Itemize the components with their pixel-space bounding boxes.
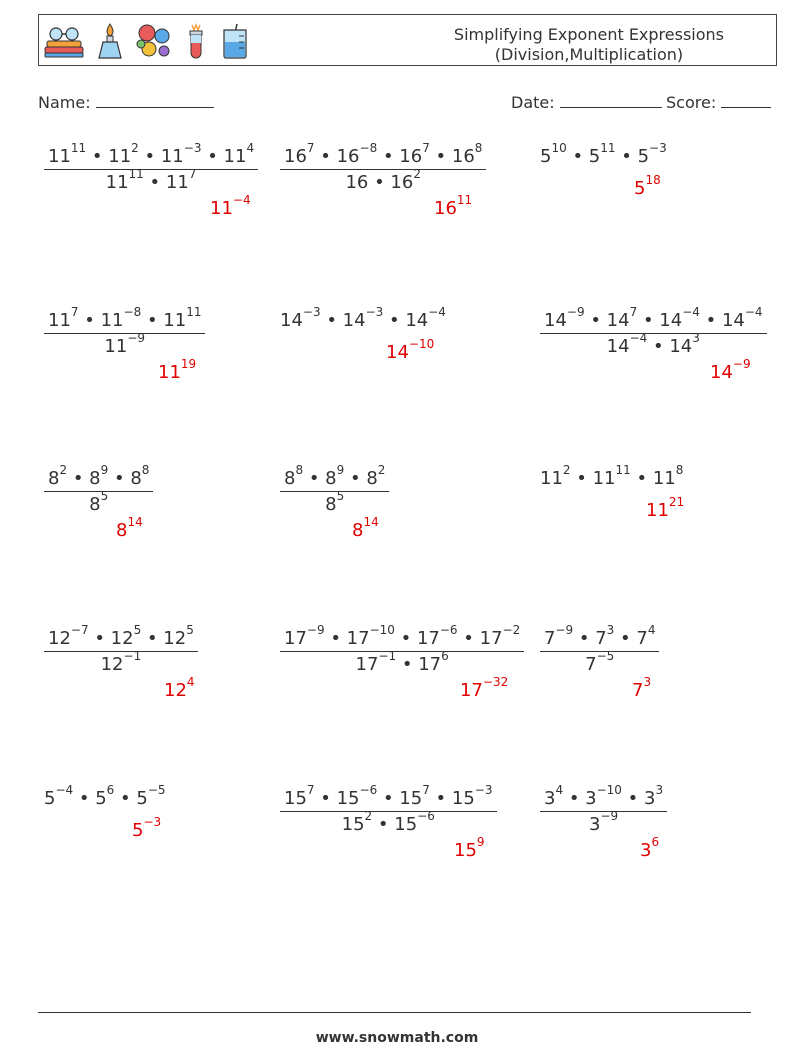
exponent: 4: [647, 623, 656, 637]
base: 3: [644, 788, 656, 809]
exponent: −9: [600, 809, 619, 823]
base: 12: [110, 628, 134, 649]
answer-base: 11: [646, 500, 669, 521]
exponent: −9: [127, 331, 146, 345]
answer-exponent: 14: [363, 515, 379, 529]
answer-9: [646, 495, 685, 521]
base: 12: [48, 628, 71, 649]
numerator: $12^{-7}$ • $12^5$ • $12^5$: [44, 628, 198, 652]
base: 17: [479, 628, 503, 649]
exponent: 3: [655, 783, 664, 797]
base: 11: [100, 310, 124, 331]
books-goggles-icon: [43, 23, 85, 59]
fraction: [44, 623, 198, 675]
score-field[interactable]: [666, 93, 771, 112]
exponent: −2: [502, 623, 521, 637]
denominator: [540, 809, 667, 835]
base: 17: [346, 628, 370, 649]
answer-2: [434, 193, 473, 219]
exponent: −9: [566, 305, 585, 319]
answer-exponent: −32: [482, 675, 509, 689]
fraction: [280, 623, 524, 675]
exponent: −8: [359, 141, 378, 155]
exponent: 7: [422, 141, 430, 155]
problem-5: [280, 305, 446, 331]
exponent: −6: [359, 783, 378, 797]
base: 15: [394, 814, 418, 835]
exponent: −8: [123, 305, 142, 319]
numerator: $16^7$ • $16^{-8}$ • $16^7$ • $16^8$: [280, 146, 486, 170]
base: 16: [390, 172, 414, 193]
base: 16: [336, 146, 360, 167]
base: 15: [451, 788, 475, 809]
base: 17: [284, 628, 307, 649]
fraction: [44, 141, 258, 193]
exponent: 3: [606, 623, 615, 637]
title-line-1: Simplifying Exponent Expressions: [453, 25, 724, 44]
base: 15: [341, 814, 365, 835]
fraction: [44, 463, 153, 515]
base: 8: [325, 494, 337, 515]
problem-12: [540, 623, 659, 675]
problem-11: [280, 623, 524, 675]
numerator: $8^8$ • $8^9$ • $8^2$: [280, 468, 389, 492]
denominator: [44, 649, 198, 675]
exponent: 11: [186, 305, 202, 319]
exponent: −6: [439, 623, 458, 637]
numerator: $11^7$ • $11^{-8}$ • $11^{11}$: [44, 310, 205, 334]
fraction: [280, 463, 389, 515]
base: 15: [336, 788, 360, 809]
exponent: 7: [306, 783, 315, 797]
exponent: −9: [306, 623, 325, 637]
molecule-icon: [135, 22, 173, 60]
denominator: $15^2$ • $15^{-6}$: [341, 809, 435, 835]
answer-11: [460, 675, 509, 701]
date-label: Date:: [511, 93, 555, 112]
problem-10: [44, 623, 198, 675]
base: 8: [89, 494, 101, 515]
base: 8: [366, 468, 378, 489]
exponent: 6: [106, 783, 115, 797]
bunsen-burner-icon: [95, 22, 125, 60]
exponent: −9: [555, 623, 574, 637]
base: 5: [95, 788, 107, 809]
exponent: 10: [551, 141, 567, 155]
numerator: $7^{-9}$ • $7^3$ • $7^4$: [540, 628, 659, 652]
answer-15: [640, 835, 660, 861]
exponent: 2: [131, 141, 139, 155]
denominator: 16 • $16^2$: [345, 167, 421, 193]
answer-7: [116, 515, 143, 541]
answer-exponent: 21: [668, 495, 685, 509]
numerator: $8^2$ • $8^9$ • $8^8$: [44, 468, 153, 492]
answer-exponent: 19: [180, 357, 197, 371]
base: 14: [544, 310, 567, 331]
base: 11: [48, 146, 71, 167]
answer-base: 15: [454, 840, 477, 861]
answer-10: [164, 675, 195, 701]
problem-2: [280, 141, 486, 193]
name-field[interactable]: [38, 93, 214, 112]
answer-base: 16: [434, 198, 457, 219]
exponent: 11: [70, 141, 87, 155]
exponent: 11: [128, 167, 144, 181]
exponent: −3: [365, 305, 384, 319]
base: 3: [585, 788, 597, 809]
problem-1: [44, 141, 258, 193]
exponent: −4: [744, 305, 763, 319]
base: 17: [355, 654, 379, 675]
base: 14: [669, 336, 693, 357]
exponent: 5: [100, 489, 109, 503]
exponent: 2: [562, 463, 571, 477]
fraction: [280, 783, 497, 835]
fraction: [540, 623, 659, 675]
answer-exponent: 14: [127, 515, 143, 529]
header-icons: [43, 21, 251, 61]
exponent: 2: [413, 167, 421, 181]
name-label: Name:: [38, 93, 91, 112]
exponent: −4: [629, 331, 648, 345]
exponent: −5: [147, 783, 166, 797]
exponent: 3: [692, 331, 700, 345]
numerator: $14^{-9}$ • $14^7$ • $14^{-4}$ • $14^{-4}$: [540, 310, 767, 334]
base: 11: [163, 310, 187, 331]
exponent: −1: [378, 649, 397, 663]
problem-14: [280, 783, 497, 835]
fraction: [280, 141, 486, 193]
base: 7: [595, 628, 607, 649]
exponent: 5: [133, 623, 142, 637]
base: 8: [130, 468, 142, 489]
base: 11: [105, 172, 129, 193]
base: 14: [405, 310, 429, 331]
answer-exponent: −10: [408, 337, 435, 351]
base: 3: [588, 814, 601, 835]
base: 5: [44, 788, 56, 809]
base: 16: [399, 146, 423, 167]
exponent: 8: [141, 463, 150, 477]
exponent: −3: [474, 783, 493, 797]
exponent: 11: [615, 463, 631, 477]
score-label: Score:: [666, 93, 717, 112]
exponent: −4: [55, 783, 74, 797]
score-blank[interactable]: [721, 93, 771, 108]
answer-base: 12: [164, 680, 187, 701]
fraction: [44, 305, 205, 357]
answer-exponent: 18: [645, 173, 661, 187]
numerator: $3^4$ • $3^{-10}$ • $3^3$: [540, 788, 667, 812]
base: 12: [100, 654, 124, 675]
denominator: [44, 489, 153, 515]
answer-exponent: −3: [143, 815, 162, 829]
answer-exponent: 3: [643, 675, 652, 689]
base: 11: [48, 310, 71, 331]
base: 14: [659, 310, 683, 331]
base: 14: [606, 310, 630, 331]
answer-4: [158, 357, 197, 383]
problem-3: [540, 141, 667, 167]
base: 7: [585, 654, 597, 675]
exponent: 5: [336, 489, 345, 503]
base: 8: [284, 468, 296, 489]
base: 5: [637, 146, 650, 167]
base: 11: [223, 146, 247, 167]
denominator: [280, 489, 389, 515]
exponent: 4: [246, 141, 255, 155]
footer-url: www.snowmath.com: [315, 1030, 479, 1046]
answer-6: [710, 357, 751, 383]
base: 14: [342, 310, 366, 331]
base: 14: [606, 336, 630, 357]
footer-divider: [38, 1012, 751, 1013]
base: 11: [108, 146, 132, 167]
denominator: $11^{11}$ • $11^7$: [105, 167, 197, 193]
exponent: 11: [600, 141, 616, 155]
exponent: 4: [555, 783, 564, 797]
worksheet-title: [454, 25, 724, 65]
exponent: −3: [302, 305, 321, 319]
exponent: 2: [59, 463, 68, 477]
exponent: 8: [474, 141, 483, 155]
answer-1: [210, 193, 251, 219]
exponent: 7: [70, 305, 79, 319]
base: 8: [325, 468, 337, 489]
exponent: 2: [377, 463, 386, 477]
date-field[interactable]: [511, 93, 662, 112]
answer-base: 8: [116, 520, 128, 541]
answer-exponent: 9: [476, 835, 485, 849]
base: 5: [540, 146, 552, 167]
problem-9: [540, 463, 684, 489]
answer-base: 17: [460, 680, 483, 701]
answer-exponent: 4: [186, 675, 195, 689]
base: 5: [588, 146, 601, 167]
base: 11: [540, 468, 563, 489]
base: 11: [104, 336, 128, 357]
fraction: [540, 783, 667, 835]
problem-6: [540, 305, 767, 357]
base: 16: [451, 146, 475, 167]
base: 14: [280, 310, 303, 331]
problem-4: [44, 305, 205, 357]
exponent: 7: [629, 305, 638, 319]
answer-base: 11: [210, 198, 233, 219]
answer-base: 3: [640, 840, 652, 861]
base: 8: [48, 468, 60, 489]
answer-exponent: −9: [732, 357, 751, 371]
answer-8: [352, 515, 379, 541]
base: 11: [652, 468, 676, 489]
base: 8: [89, 468, 101, 489]
numerator: $11^{11}$ • $11^2$ • $11^{-3}$ • $11^4$: [44, 146, 258, 170]
exponent: 7: [422, 783, 430, 797]
base: 16: [284, 146, 307, 167]
answer-base: 5: [132, 820, 144, 841]
fraction: [540, 305, 767, 357]
base: 16: [345, 172, 369, 193]
base: 3: [544, 788, 556, 809]
beaker-icon: [219, 22, 251, 60]
answer-base: 11: [158, 362, 181, 383]
denominator: $14^{-4}$ • $14^3$: [606, 331, 700, 357]
expression: $14^{-3}$ • $14^{-3}$ • $14^{-4}$: [280, 305, 446, 331]
exponent: 7: [306, 141, 315, 155]
base: 15: [399, 788, 423, 809]
exponent: −1: [123, 649, 142, 663]
base: 11: [165, 172, 189, 193]
test-tube-icon: [183, 22, 209, 60]
denominator: [44, 331, 205, 357]
answer-3: [634, 173, 661, 199]
base: 11: [160, 146, 184, 167]
problem-13: [44, 783, 166, 809]
answer-exponent: −4: [232, 193, 251, 207]
exponent: −10: [596, 783, 622, 797]
base: 14: [721, 310, 745, 331]
exponent: 7: [188, 167, 197, 181]
expression: $5^{10}$ • $5^{11}$ • $5^{-3}$: [540, 141, 667, 167]
expression: $5^{-4}$ • $5^6$ • $5^{-5}$: [44, 783, 166, 809]
answer-base: 8: [352, 520, 364, 541]
base: 15: [284, 788, 307, 809]
base: 7: [636, 628, 648, 649]
exponent: 8: [675, 463, 684, 477]
answer-base: 14: [710, 362, 733, 383]
expression: $11^2$ • $11^{11}$ • $11^8$: [540, 463, 684, 489]
base: 12: [163, 628, 187, 649]
base: 11: [592, 468, 616, 489]
base: 17: [416, 628, 440, 649]
exponent: 9: [100, 463, 109, 477]
answer-12: [632, 675, 652, 701]
date-blank[interactable]: [560, 93, 662, 108]
answer-14: [454, 835, 485, 861]
exponent: −6: [417, 809, 435, 823]
name-blank[interactable]: [96, 93, 214, 108]
base: 17: [418, 654, 442, 675]
numerator: $15^7$ • $15^{-6}$ • $15^7$ • $15^{-3}$: [280, 788, 497, 812]
title-line-2: (Division,Multiplication): [494, 45, 684, 64]
exponent: 8: [295, 463, 304, 477]
answer-5: [386, 337, 435, 363]
problem-8: [280, 463, 389, 515]
exponent: 5: [186, 623, 194, 637]
exponent: −7: [70, 623, 89, 637]
answer-base: 5: [634, 178, 646, 199]
exponent: 2: [364, 809, 373, 823]
answer-exponent: 11: [456, 193, 473, 207]
exponent: 9: [336, 463, 345, 477]
exponent: −3: [649, 141, 667, 155]
exponent: −10: [369, 623, 395, 637]
problem-7: [44, 463, 153, 515]
denominator: $17^{-1}$ • $17^6$: [355, 649, 449, 675]
numerator: $17^{-9}$ • $17^{-10}$ • $17^{-6}$ • $17^{-2}$: [280, 628, 524, 652]
exponent: −4: [682, 305, 700, 319]
answer-13: [132, 815, 162, 841]
exponent: −4: [428, 305, 446, 319]
exponent: −5: [596, 649, 615, 663]
answer-base: 7: [632, 680, 644, 701]
answer-base: 14: [386, 342, 409, 363]
exponent: −3: [183, 141, 202, 155]
problem-15: [540, 783, 667, 835]
answer-exponent: 6: [651, 835, 660, 849]
worksheet-header: [38, 14, 777, 66]
base: 7: [544, 628, 556, 649]
base: 5: [136, 788, 148, 809]
denominator: [540, 649, 659, 675]
exponent: 6: [441, 649, 449, 663]
